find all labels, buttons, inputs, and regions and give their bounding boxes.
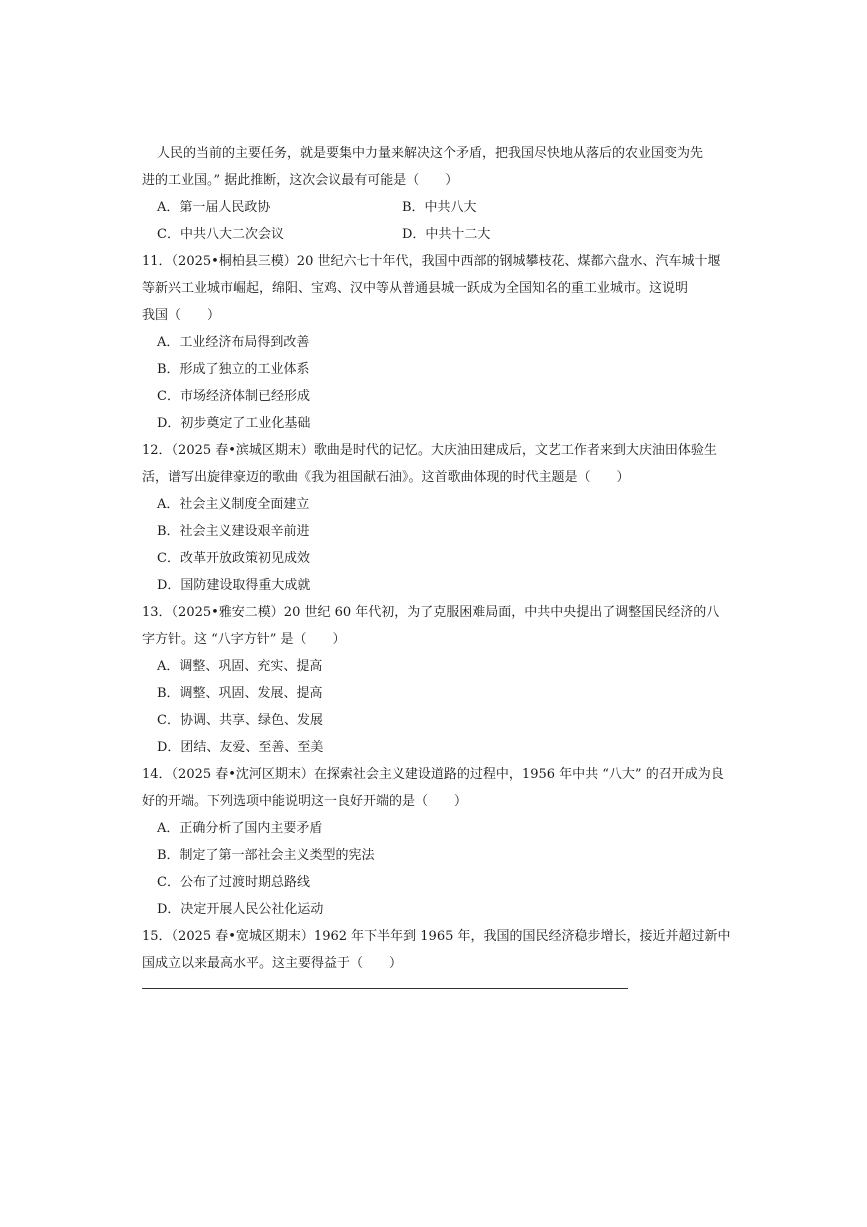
footer-divider bbox=[142, 988, 628, 989]
option-c: C．市场经济体制已经形成 bbox=[157, 389, 310, 404]
option-row bbox=[142, 194, 682, 221]
option-c: C．改革开放政策初见成效 bbox=[157, 551, 310, 566]
question-text-line: 15．（2025 春•宽城区期末）1962 年下半年到 1965 年，我国的国民经济稳步增长，接近并超过新中 bbox=[142, 929, 731, 944]
option-c: C．公布了过渡时期总路线 bbox=[157, 875, 310, 890]
option-b: B．社会主义建设艰辛前进 bbox=[157, 524, 310, 539]
option-d: D．中共十二大 bbox=[402, 227, 491, 242]
question-10-continuation bbox=[142, 140, 704, 248]
option-d: D．团结、友爱、至善、至美 bbox=[157, 740, 324, 755]
question-12 bbox=[142, 437, 717, 599]
option-c: C．协调、共享、绿色、发展 bbox=[157, 713, 323, 728]
option-b: B．调整、巩固、发展、提高 bbox=[157, 686, 323, 701]
question-text-line: 好的开端。下列选项中能说明这一良好开端的是（ ） bbox=[142, 794, 468, 809]
question-text-line: 国成立以来最高水平。这主要得益于（ ） bbox=[142, 956, 403, 971]
option-d: D．国防建设取得重大成就 bbox=[157, 578, 311, 593]
question-text-line: 12．（2025 春•滨城区期末）歌曲是时代的记忆。大庆油田建成后，文艺工作者来到大庆油田体验生 bbox=[142, 443, 717, 458]
question-text-line: 进的工业国。” 据此推断，这次会议最有可能是（ ） bbox=[142, 173, 459, 188]
option-d: D．决定开展人民公社化运动 bbox=[157, 902, 324, 917]
question-14 bbox=[142, 761, 724, 923]
question-text-line: 14．（2025 春•沈河区期末）在探索社会主义建设道路的过程中，1956 年中共 “八大” 的召开成为良 bbox=[142, 767, 724, 782]
question-13 bbox=[142, 599, 720, 761]
option-c: C．中共八大二次会议 bbox=[157, 227, 284, 242]
option-b: B．形成了独立的工业体系 bbox=[157, 362, 310, 377]
option-row bbox=[142, 221, 682, 248]
option-a: A．社会主义制度全面建立 bbox=[157, 497, 310, 512]
question-content bbox=[142, 140, 731, 977]
question-text-line: 13．（2025•雅安二模）20 世纪 60 年代初，为了克服困难局面，中共中央提出了调整国民经济的八 bbox=[142, 605, 720, 620]
option-a: A．调整、巩固、充实、提高 bbox=[157, 659, 323, 674]
option-b: B．中共八大 bbox=[402, 200, 477, 215]
option-b: B．制定了第一部社会主义类型的宪法 bbox=[157, 848, 375, 863]
question-text-line: 活，谱写出旋律豪迈的歌曲《我为祖国献石油》。这首歌曲体现的时代主题是（ ） bbox=[142, 470, 630, 485]
option-d: D．初步奠定了工业化基础 bbox=[157, 416, 311, 431]
option-a: A．正确分析了国内主要矛盾 bbox=[157, 821, 323, 836]
option-a: A．工业经济布局得到改善 bbox=[157, 335, 310, 350]
question-text-line: 人民的当前的主要任务，就是要集中力量来解决这个矛盾，把我国尽快地从落后的农业国变为先 bbox=[157, 146, 704, 161]
question-text-line: 字方针。这 “八字方针” 是（ ） bbox=[142, 632, 346, 647]
question-11 bbox=[142, 248, 721, 437]
option-a: A．第一届人民政协 bbox=[157, 200, 271, 215]
question-text-line: 11．（2025•桐柏县三模）20 世纪六七十年代，我国中西部的钢城攀枝花、煤都六盘水、汽车城十堰 bbox=[142, 254, 721, 269]
question-text-line: 我国（ ） bbox=[142, 308, 221, 323]
question-15 bbox=[142, 923, 731, 977]
question-text-line: 等新兴工业城市崛起，绵阳、宝鸡、汉中等从普通县城一跃成为全国知名的重工业城市。这说明 bbox=[142, 281, 689, 296]
